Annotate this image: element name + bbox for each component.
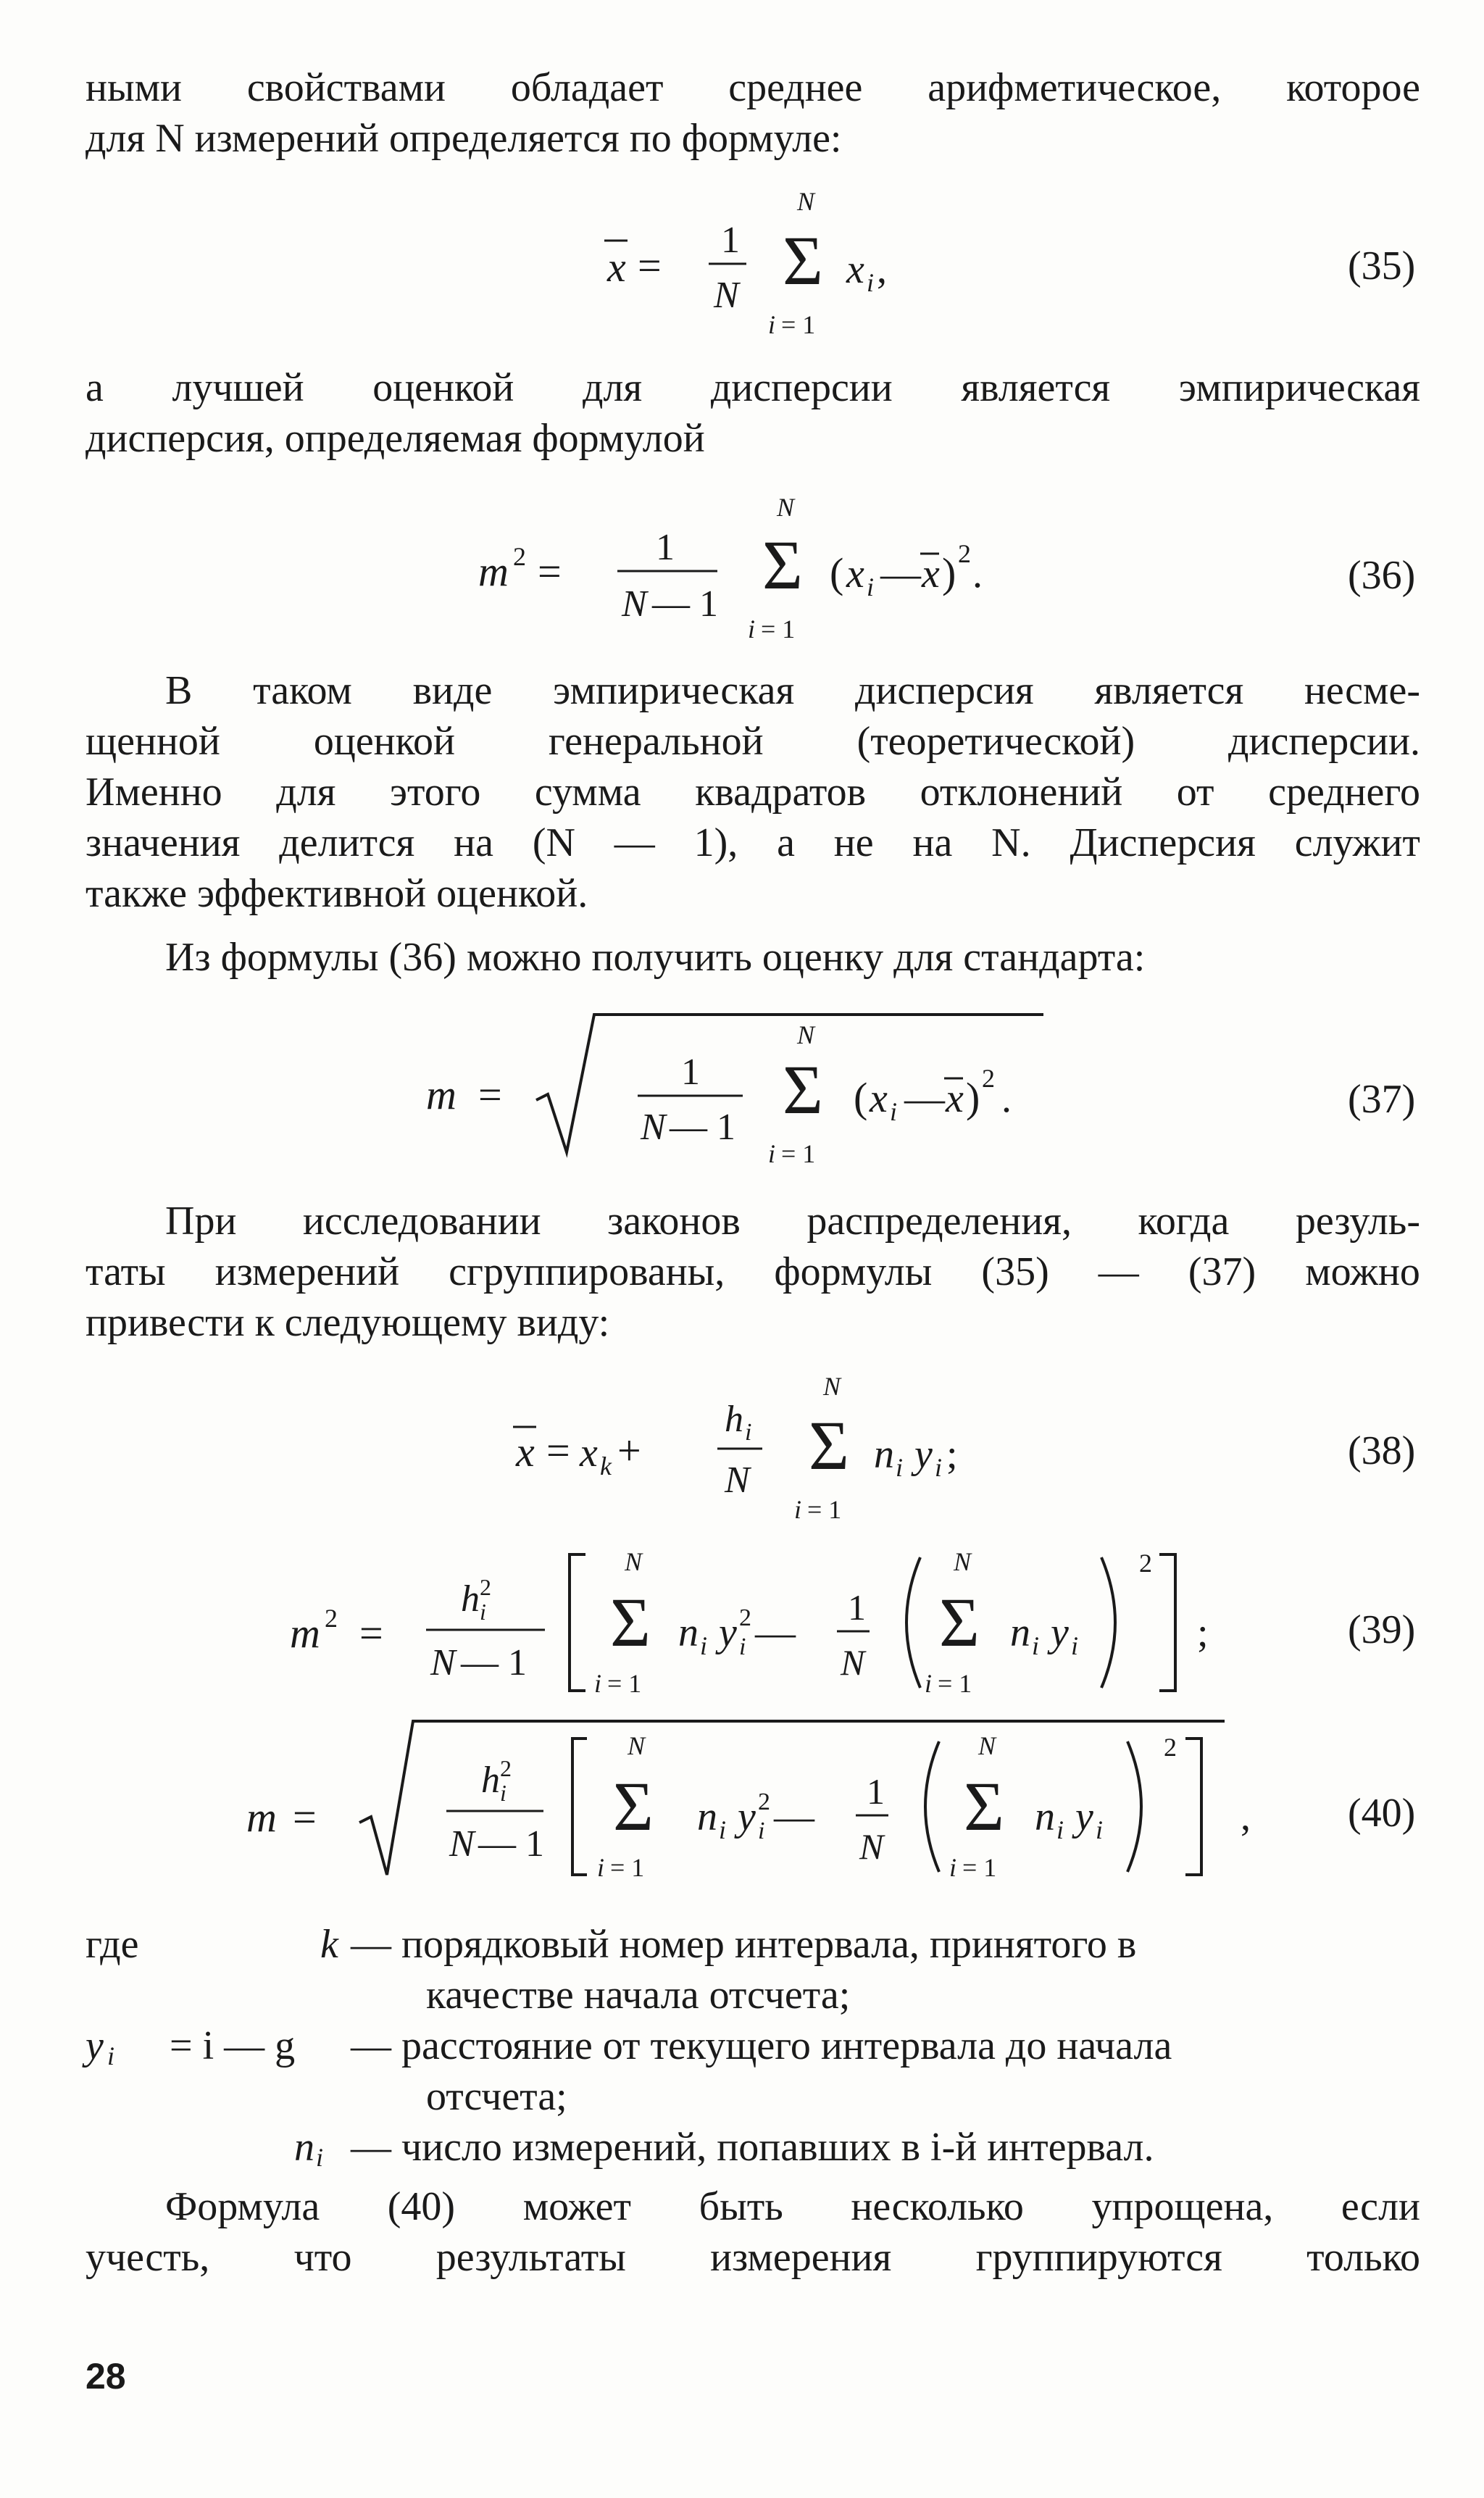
- svg-text:= 1: = 1: [781, 1139, 816, 1168]
- word: Дисперсия: [1070, 820, 1256, 865]
- definition-y: y i = i — g — расстояние от текущего интервала до начала: [86, 2023, 1172, 2070]
- svg-text:N: N: [777, 493, 795, 522]
- svg-text:— 1: — 1: [652, 583, 718, 625]
- svg-text:N: N: [725, 1460, 750, 1501]
- word: В: [165, 668, 193, 713]
- text-line: Из формулы (36) можно получить оценку для стандарта:: [165, 935, 1146, 980]
- word: делится: [279, 820, 415, 865]
- word: таком: [253, 668, 352, 713]
- paragraph-grouped: [86, 1196, 1420, 1348]
- svg-text:i: i: [1056, 1815, 1064, 1844]
- svg-text:,: ,: [1241, 1794, 1251, 1839]
- definition-k-cont: качестве начала отсчета;: [426, 1973, 851, 2018]
- word: N.: [991, 820, 1031, 865]
- word: является: [1094, 668, 1244, 713]
- svg-text:N: N: [449, 1823, 475, 1865]
- word: на: [912, 820, 953, 865]
- svg-text:y: y: [1075, 1794, 1093, 1839]
- equation-37-graphic: [0, 1000, 1484, 1174]
- svg-text:i: i: [700, 1631, 708, 1660]
- svg-text:=: =: [538, 548, 562, 595]
- svg-text:i: i: [745, 1419, 752, 1446]
- svg-text:= 1: = 1: [781, 310, 816, 339]
- svg-text:N: N: [978, 1731, 996, 1760]
- svg-text:2: 2: [958, 539, 971, 568]
- text-line: привести к следующему виду:: [86, 1300, 610, 1345]
- word: для: [582, 365, 643, 410]
- paragraph-intro: [86, 62, 1420, 164]
- word: учесть,: [86, 2235, 210, 2280]
- word: является: [961, 365, 1111, 410]
- text-line: [86, 1196, 1420, 1246]
- equation-number: (37): [1348, 1077, 1416, 1122]
- paragraph-variance: [86, 362, 1420, 464]
- word: исследовании: [302, 1199, 541, 1244]
- svg-text:= 1: = 1: [607, 1669, 642, 1698]
- svg-text:—: —: [880, 551, 921, 596]
- word: значения: [86, 820, 241, 865]
- svg-text:i: i: [890, 1097, 898, 1126]
- svg-text:i: i: [794, 1495, 802, 1524]
- svg-text:=: =: [638, 242, 662, 289]
- svg-text:i: i: [758, 1818, 765, 1844]
- svg-text:i: i: [949, 1853, 957, 1882]
- svg-text:= 1: = 1: [962, 1853, 997, 1882]
- equation-number: (38): [1348, 1428, 1416, 1473]
- svg-text:n: n: [697, 1794, 717, 1839]
- word: законов: [607, 1199, 741, 1244]
- svg-text:y: y: [719, 1610, 737, 1655]
- svg-text:= 1: = 1: [938, 1669, 972, 1698]
- word: квадратов: [695, 770, 867, 815]
- equation-40-graphic: [0, 1714, 1484, 1888]
- word: (N: [532, 820, 575, 865]
- word: При: [165, 1199, 237, 1244]
- svg-text:Σ: Σ: [762, 526, 803, 604]
- word: оценкой: [372, 365, 514, 410]
- svg-text:— 1: — 1: [670, 1107, 735, 1148]
- svg-text:i: i: [739, 1633, 746, 1660]
- svg-text:i: i: [597, 1853, 605, 1882]
- equation-number: (35): [1348, 243, 1416, 288]
- svg-text:x: x: [846, 551, 864, 596]
- word: обладает: [510, 65, 664, 110]
- text-line: [86, 716, 1420, 767]
- svg-text:1: 1: [721, 220, 740, 261]
- word: группируются: [975, 2235, 1222, 2280]
- equation-37: [0, 1000, 1484, 1174]
- paragraph-unbiased: [86, 665, 1420, 919]
- svg-text:— 1: — 1: [461, 1642, 527, 1683]
- svg-text:k: k: [600, 1452, 612, 1481]
- svg-text:i: i: [719, 1815, 727, 1844]
- paragraph-standard: [86, 932, 1420, 983]
- svg-text:n: n: [874, 1432, 894, 1477]
- word: лучшей: [172, 365, 304, 410]
- word: не: [833, 820, 874, 865]
- text-line: [86, 767, 1420, 817]
- text-line: [86, 62, 1420, 113]
- svg-text:—: —: [755, 1610, 796, 1655]
- svg-text:i: i: [768, 310, 776, 339]
- word: результаты: [435, 2235, 626, 2280]
- svg-text:N: N: [954, 1547, 972, 1576]
- svg-text:N: N: [841, 1642, 865, 1683]
- svg-text:i: i: [925, 1669, 933, 1698]
- svg-text:Σ: Σ: [939, 1583, 980, 1661]
- definition-n: n i — число измерений, попавших в i-й интервал.: [294, 2125, 1154, 2172]
- svg-text:h: h: [461, 1578, 480, 1620]
- svg-text:=: =: [293, 1794, 317, 1841]
- svg-text:x: x: [580, 1431, 598, 1475]
- text-line: также эффективной оценкой.: [86, 871, 588, 916]
- svg-text:h: h: [481, 1760, 500, 1801]
- svg-text:n: n: [1010, 1610, 1030, 1655]
- svg-text:i: i: [748, 615, 756, 644]
- svg-text:— 1: — 1: [478, 1823, 544, 1865]
- svg-text:i: i: [594, 1669, 602, 1698]
- svg-text:;: ;: [1197, 1610, 1209, 1655]
- equation-number: (36): [1348, 553, 1416, 598]
- equation-38-graphic: [0, 1373, 1484, 1525]
- word: среднее: [728, 65, 863, 110]
- word: когда: [1138, 1199, 1230, 1244]
- svg-text:—: —: [904, 1076, 945, 1121]
- svg-text:): ): [966, 1074, 980, 1121]
- equation-35: [0, 188, 1484, 348]
- word: дисперсия: [854, 668, 1034, 713]
- svg-text:i: i: [768, 1139, 776, 1168]
- svg-text:Σ: Σ: [783, 1051, 823, 1128]
- word: несколько: [851, 2184, 1024, 2229]
- text-line: [86, 362, 1420, 413]
- svg-text:2: 2: [758, 1789, 770, 1815]
- svg-text:i: i: [867, 268, 875, 297]
- word: сгруппированы,: [449, 1249, 725, 1294]
- word: (35): [981, 1249, 1049, 1294]
- word: щенной: [86, 719, 220, 764]
- svg-text:N: N: [797, 1020, 815, 1049]
- svg-text:N: N: [430, 1642, 456, 1683]
- svg-text:=: =: [546, 1427, 570, 1474]
- definition-y-cont: отсчета;: [426, 2074, 567, 2119]
- svg-text:;: ;: [946, 1432, 958, 1477]
- word: распределения,: [806, 1199, 1072, 1244]
- text-line: [86, 665, 1420, 716]
- word: —: [1098, 1249, 1139, 1294]
- svg-text:N: N: [628, 1731, 646, 1760]
- definition-k: где k — порядковый номер интервала, принятого в: [86, 1922, 1137, 1967]
- text-line: [86, 2232, 1420, 2283]
- word: дисперсии.: [1228, 719, 1420, 764]
- svg-text:Σ: Σ: [809, 1407, 849, 1484]
- word: только: [1306, 2235, 1420, 2280]
- svg-text:1: 1: [848, 1587, 866, 1628]
- word: отклонений: [920, 770, 1123, 815]
- word: таты: [86, 1249, 166, 1294]
- svg-text:y: y: [914, 1432, 933, 1477]
- equation-39-graphic: [0, 1540, 1484, 1699]
- word: (теоретической): [856, 719, 1135, 764]
- svg-text:1: 1: [867, 1771, 885, 1812]
- svg-text:x: x: [607, 243, 626, 291]
- svg-text:N: N: [714, 275, 739, 316]
- word: арифметическое,: [928, 65, 1222, 110]
- svg-text:,: ,: [877, 247, 887, 292]
- svg-text:i: i: [1096, 1815, 1104, 1844]
- svg-text:N: N: [823, 1372, 841, 1401]
- svg-text:i: i: [500, 1780, 507, 1806]
- svg-text:2: 2: [513, 542, 526, 571]
- svg-text:i: i: [1032, 1631, 1040, 1660]
- word: формулы: [774, 1249, 933, 1294]
- svg-text:—: —: [774, 1794, 814, 1839]
- word: эмпирическая: [553, 668, 795, 713]
- svg-text:i: i: [935, 1453, 943, 1482]
- word: которое: [1286, 65, 1420, 110]
- svg-text:N: N: [859, 1826, 884, 1867]
- svg-text:= 1: = 1: [610, 1853, 645, 1882]
- svg-text:1: 1: [656, 527, 675, 568]
- svg-text:.: .: [972, 551, 983, 596]
- word: эмпирическая: [1178, 365, 1420, 410]
- svg-text:n: n: [1035, 1794, 1055, 1839]
- word: а: [777, 820, 795, 865]
- svg-text:Σ: Σ: [613, 1768, 654, 1845]
- equation-number: (40): [1348, 1791, 1416, 1836]
- text-line: [86, 1246, 1420, 1297]
- svg-text:x: x: [946, 1076, 964, 1121]
- svg-text:i: i: [896, 1453, 904, 1482]
- svg-text:x: x: [870, 1076, 888, 1121]
- svg-text:1: 1: [681, 1052, 700, 1093]
- equation-39: [0, 1540, 1484, 1699]
- word: измерения: [710, 2235, 892, 2280]
- word: (40): [387, 2184, 456, 2229]
- svg-text:N: N: [641, 1107, 666, 1148]
- svg-text:i: i: [480, 1599, 486, 1625]
- word: Именно: [86, 770, 222, 815]
- svg-text:N: N: [625, 1547, 643, 1576]
- page-number: 28: [86, 2356, 126, 2397]
- word: 1),: [693, 820, 738, 865]
- word: если: [1341, 2184, 1420, 2229]
- svg-text:=: =: [478, 1071, 502, 1118]
- word: несме-: [1304, 668, 1420, 713]
- svg-text:+: +: [617, 1427, 641, 1474]
- svg-text:2: 2: [480, 1574, 491, 1600]
- svg-text:2: 2: [982, 1064, 995, 1093]
- paragraph-simplify: [86, 2181, 1420, 2283]
- svg-text:): ): [942, 549, 956, 596]
- word: можно: [1305, 1249, 1420, 1294]
- text-line: [86, 2181, 1420, 2232]
- svg-text:2: 2: [1164, 1733, 1177, 1762]
- word: свойствами: [246, 65, 446, 110]
- svg-text:2: 2: [500, 1755, 512, 1781]
- word: упрощена,: [1091, 2184, 1274, 2229]
- word: быть: [699, 2184, 783, 2229]
- word: измерений: [214, 1249, 400, 1294]
- word: для: [276, 770, 336, 815]
- svg-text:i: i: [1071, 1631, 1079, 1660]
- svg-text:2: 2: [739, 1604, 751, 1631]
- word: оценкой: [313, 719, 455, 764]
- word: виде: [412, 668, 493, 713]
- svg-text:x: x: [922, 551, 940, 596]
- word: генеральной: [548, 719, 764, 764]
- svg-text:(: (: [854, 1074, 868, 1121]
- svg-text:.: .: [1001, 1076, 1012, 1121]
- word: дисперсии: [710, 365, 893, 410]
- equation-38: [0, 1373, 1484, 1525]
- equation-36: [0, 493, 1484, 645]
- equation-36-graphic: [0, 493, 1484, 645]
- word: этого: [390, 770, 481, 815]
- svg-text:m: m: [426, 1071, 457, 1118]
- svg-text:= 1: = 1: [807, 1495, 842, 1524]
- word: а: [86, 365, 104, 410]
- word: (37): [1188, 1249, 1256, 1294]
- svg-text:(: (: [830, 549, 844, 596]
- svg-text:N: N: [622, 583, 647, 625]
- svg-text:m: m: [246, 1794, 277, 1841]
- svg-text:Σ: Σ: [964, 1768, 1004, 1845]
- svg-text:Σ: Σ: [783, 222, 823, 299]
- word: служит: [1294, 820, 1420, 865]
- svg-text:m: m: [478, 548, 509, 595]
- word: резуль-: [1295, 1199, 1420, 1244]
- text-line: для N измерений определяется по формуле:: [86, 116, 842, 161]
- svg-text:x: x: [516, 1428, 535, 1475]
- svg-text:x: x: [846, 247, 864, 292]
- svg-text:n: n: [678, 1610, 699, 1655]
- svg-text:2: 2: [325, 1604, 338, 1633]
- word: может: [522, 2184, 632, 2229]
- word: ными: [86, 65, 182, 110]
- word: на: [454, 820, 493, 865]
- svg-text:N: N: [797, 187, 815, 216]
- svg-text:y: y: [1051, 1610, 1069, 1655]
- svg-text:Σ: Σ: [610, 1583, 651, 1661]
- word: от: [1176, 770, 1214, 815]
- text-line: дисперсия, определяемая формулой: [86, 416, 705, 461]
- word: что: [293, 2235, 352, 2280]
- svg-text:= 1: = 1: [761, 615, 796, 644]
- svg-text:2: 2: [1139, 1549, 1152, 1578]
- svg-text:y: y: [738, 1794, 756, 1839]
- svg-text:i: i: [867, 573, 875, 601]
- word: сумма: [534, 770, 641, 815]
- svg-text:h: h: [725, 1399, 743, 1440]
- equation-35-graphic: [0, 188, 1484, 348]
- equation-40: [0, 1714, 1484, 1888]
- svg-text:=: =: [359, 1610, 383, 1657]
- word: Формула: [165, 2184, 320, 2229]
- equation-number: (39): [1348, 1607, 1416, 1652]
- svg-text:m: m: [290, 1610, 320, 1657]
- text-line: [86, 817, 1420, 868]
- word: —: [614, 820, 655, 865]
- word: среднего: [1268, 770, 1420, 815]
- definitions-block: [86, 1919, 1420, 2173]
